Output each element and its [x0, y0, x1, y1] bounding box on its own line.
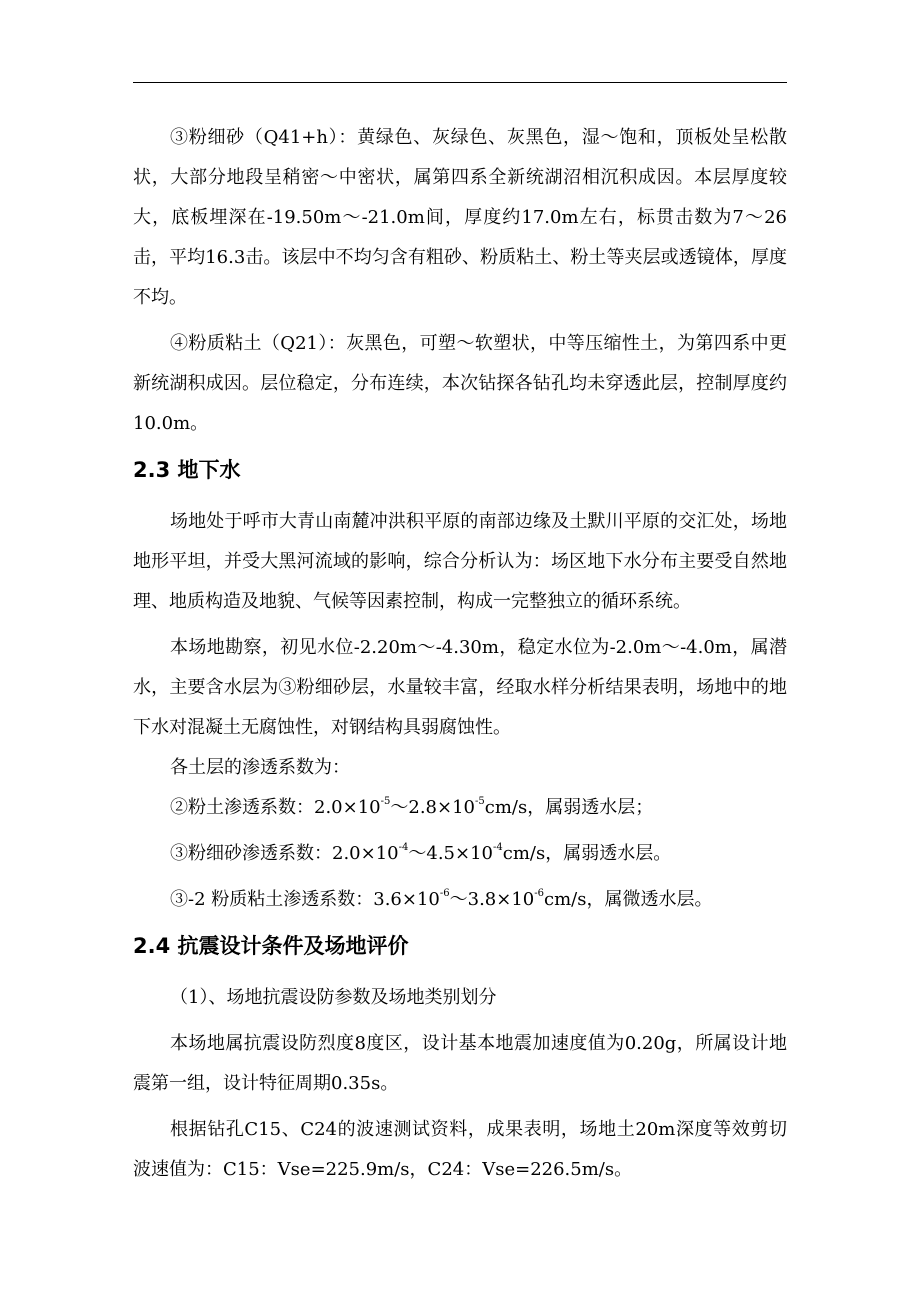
paragraph-wave-velocity: 根据钻孔C15、C24的波速测试资料，成果表明，场地土20m深度等效剪切波速值为：C15：Vse=225.9m/s，C24：Vse=226.5m/s。: [133, 1119, 787, 1180]
paragraph-silty-clay: ④粉质粘土（Q21）：灰黑色，可塑～软塑状，中等压缩性土，为第四系中更新统湖积成因。层位稳定，分布连续，本次钻探各钻孔均未穿透此层，控制厚度约10.0m。: [133, 333, 787, 434]
subheading-seismic-parameters: （1）、场地抗震设防参数及场地类别划分: [170, 987, 497, 1008]
permeability-fine-sand: ③粉细砂渗透系数：$2.0\times 10^{-4}\sim 4.5\times 10^{-4}cm/s$，属弱透水层。: [170, 842, 672, 864]
heading-seismic-design: 2.4 抗震设计条件及场地评价: [133, 934, 409, 958]
permeability-silt: ②粉土渗透系数：$2.0\times 10^{-5}\sim 2.8\times 10^{-5}cm/s$，属弱透水层；: [170, 796, 654, 818]
paragraph-site-location: 场地处于呼市大青山南麓冲洪积平原的南部边缘及土默川平原的交汇处，场地地形平坦，并受大黑河流域的影响，综合分析认为：场区地下水分布主要受自然地理、地质构造及地貌、气候等因素控制，构成一完整独立的循环系统。: [133, 511, 787, 612]
paragraph-permeability-intro: 各土层的渗透系数为：: [170, 757, 350, 778]
paragraph-water-level: 本场地勘察，初见水位-2.20m～-4.30m，稳定水位为-2.0m～-4.0m，属潜水，主要含水层为③粉细砂层，水量较丰富，经取水样分析结果表明，场地中的地下水对混凝土无腐蚀性，对钢结构具弱腐蚀性。: [133, 637, 787, 738]
paragraph-seismic-intensity: 本场地属抗震设防烈度8度区，设计基本地震加速度值为0.20g，所属设计地震第一组，设计特征周期0.35s。: [133, 1033, 787, 1094]
header-rule: [133, 82, 787, 83]
heading-groundwater: 2.3 地下水: [133, 458, 241, 482]
permeability-silty-clay: ③-2 粉质粘土渗透系数：$3.6\times 10^{-6}\sim 3.8\times 10^{-6}cm/s$，属微透水层。: [170, 888, 713, 910]
document-body: [133, 118, 787, 1190]
paragraph-fine-sand: ③粉细砂（Q41+h）：黄绿色、灰绿色、灰黑色，湿～饱和，顶板处呈松散状，大部分地段呈稍密～中密状，属第四系全新统湖沼相沉积成因。本层厚度较大，底板埋深在-19.50m～-21.0m间，厚度约17.0m左右，标贯击数为7～26击，平均16.3击。该层中不均匀含有粗砂、粉质粘土、粉土等夹层或透镜体，厚度不均。: [133, 127, 787, 308]
